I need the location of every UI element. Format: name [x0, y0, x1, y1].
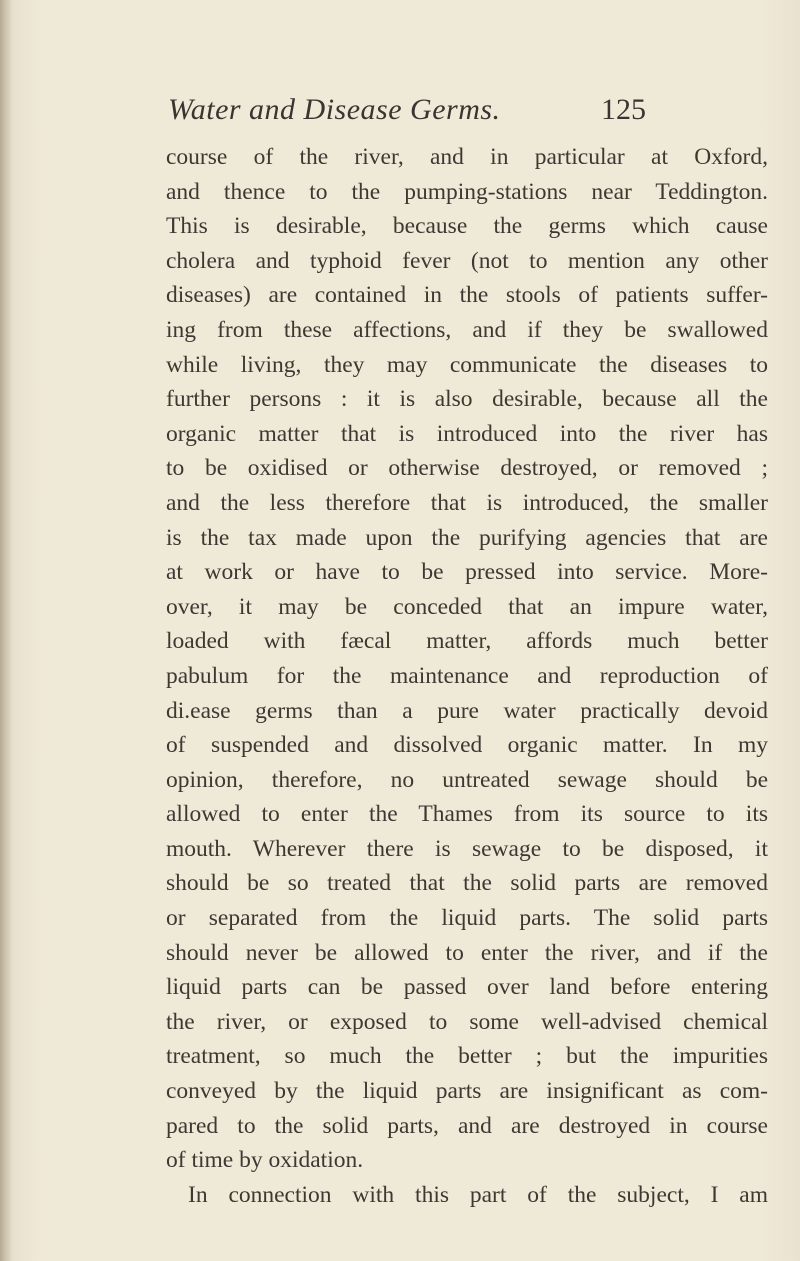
- text-line-paragraph-start: In connection with this part of the subject, I am: [188, 1181, 768, 1208]
- text-line: at work or have to be pressed into service. More-: [166, 559, 768, 586]
- text-line: the river, or exposed to some well-advised chemical: [166, 1008, 768, 1035]
- text-line: loaded with fæcal matter, affords much better: [166, 628, 768, 655]
- page-gutter-shadow: [0, 0, 12, 1261]
- text-line: liquid parts can be passed over land before entering: [166, 974, 768, 1001]
- text-line: This is desirable, because the germs which cause: [166, 213, 768, 240]
- text-line: cholera and typhoid fever (not to mention any other: [166, 247, 768, 274]
- text-line: is the tax made upon the purifying agencies that are: [166, 524, 768, 551]
- text-line: mouth. Wherever there is sewage to be disposed, it: [166, 835, 768, 862]
- text-line: over, it may be conceded that an impure water,: [166, 593, 768, 620]
- text-line: while living, they may communicate the diseases to: [166, 351, 768, 378]
- body-text: [166, 140, 768, 1212]
- text-line: organic matter that is introduced into the river has: [166, 420, 768, 447]
- page-number: 125: [601, 93, 646, 126]
- text-line: further persons : it is also desirable, because all the: [166, 386, 768, 413]
- text-line: should never be allowed to enter the river, and if the: [166, 939, 768, 966]
- text-line: should be so treated that the solid parts are removed: [166, 870, 768, 897]
- text-line: diseases) are contained in the stools of patients suffer-: [166, 282, 768, 309]
- text-line: ing from these affections, and if they be swallowed: [166, 316, 768, 343]
- text-line: di.ease germs than a pure water practically devoid: [166, 697, 768, 724]
- text-line: of suspended and dissolved organic matter. In my: [166, 732, 768, 759]
- text-line: pared to the solid parts, and are destroyed in course: [166, 1112, 768, 1139]
- text-line-paragraph-end: of time by oxidation.: [166, 1147, 364, 1174]
- text-line: opinion, therefore, no untreated sewage should be: [166, 766, 768, 793]
- text-line: to be oxidised or otherwise destroyed, or removed ;: [166, 455, 768, 482]
- text-line: course of the river, and in particular at Oxford,: [166, 144, 768, 170]
- running-title: Water and Disease Germs.: [168, 93, 501, 126]
- text-line: allowed to enter the Thames from its source to its: [166, 801, 768, 828]
- text-line: or separated from the liquid parts. The solid parts: [166, 905, 768, 932]
- text-line: conveyed by the liquid parts are insignificant as com-: [166, 1078, 768, 1105]
- page-header: [0, 93, 800, 133]
- text-line: and the less therefore that is introduced, the smaller: [166, 489, 768, 516]
- text-line: and thence to the pumping-stations near Teddington.: [166, 178, 768, 205]
- text-line: pabulum for the maintenance and reproduction of: [166, 662, 768, 689]
- text-line: treatment, so much the better ; but the impurities: [166, 1043, 768, 1070]
